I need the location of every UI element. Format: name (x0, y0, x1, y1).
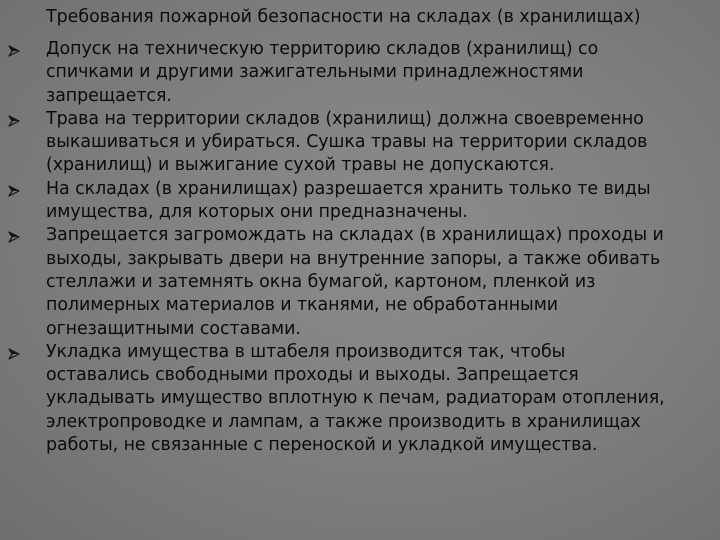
arrowhead-bullet-icon (8, 231, 20, 243)
bullet-line: спичками и другими зажигательными принадлежностями (46, 62, 584, 83)
arrowhead-bullet-icon (8, 115, 20, 127)
slide-title: Требования пожарной безопасности на складах (в хранилищах) (46, 7, 641, 27)
bullet-item (0, 38, 720, 108)
bullet-line: работы, не связанные с переноской и укладкой имущества. (46, 435, 598, 456)
bullet-line: оставались свободными проходы и выходы. Запрещается (46, 365, 579, 386)
bullet-list (0, 38, 720, 457)
arrowhead-bullet-icon (8, 45, 20, 57)
arrowhead-bullet-icon (8, 348, 20, 360)
bullet-line: Трава на территории складов (хранилищ) должна своевременно (46, 108, 644, 129)
bullet-line: имущества, для которых они предназначены. (46, 202, 468, 223)
bullet-line: На складах (в хранилищах) разрешается хранить только те виды (46, 178, 651, 199)
bullet-item (0, 178, 720, 225)
bullet-line: огнезащитными составами. (46, 318, 301, 339)
bullet-line: полимерных материалов и тканями, не обработанными (46, 295, 559, 316)
arrowhead-bullet-icon (8, 185, 20, 197)
bullet-item (0, 224, 720, 340)
bullet-line: Допуск на техническую территорию складов (хранилищ) со (46, 39, 599, 59)
bullet-item (0, 108, 720, 178)
bullet-line: Укладка имущества в штабеля производится так, чтобы (46, 341, 566, 362)
bullet-line: стеллажи и затемнять окна бумагой, картоном, пленкой из (46, 271, 596, 292)
bullet-line: выкашиваться и убираться. Сушка травы на территории складов (46, 132, 648, 153)
bullet-item (0, 341, 720, 457)
bullet-line: запрещается. (46, 85, 172, 106)
bullet-line: Запрещается загромождать на складах (в хранилищах) проходы и (46, 225, 664, 246)
bullet-line: укладывать имущество вплотную к печам, радиаторам отопления, (46, 388, 665, 409)
bullet-line: электропроводке и лампам, а также производить в хранилищах (46, 411, 641, 432)
bullet-line: (хранилищ) и выжигание сухой травы не допускаются. (46, 155, 555, 176)
bullet-line: выходы, закрывать двери на внутренние запоры, а также обивать (46, 248, 661, 269)
